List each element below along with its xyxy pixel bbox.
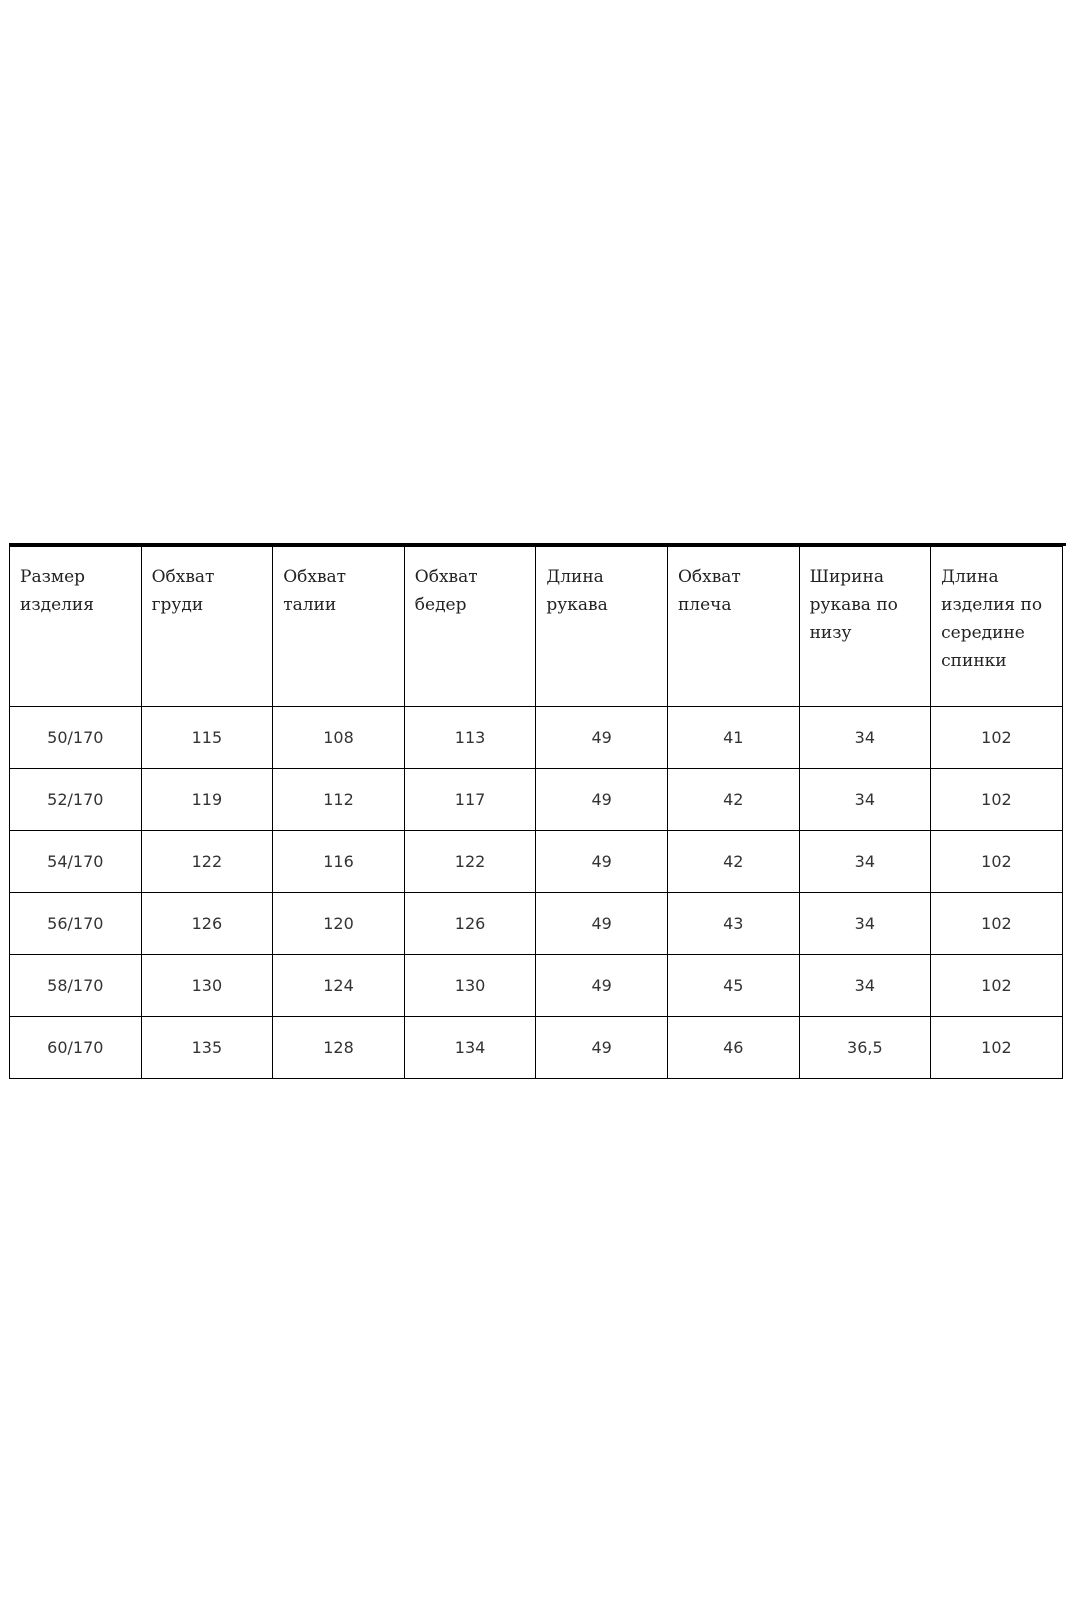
- cell-waist: 128: [273, 1017, 405, 1079]
- cell-waist: 124: [273, 955, 405, 1017]
- cell-waist: 116: [273, 831, 405, 893]
- table-row: [10, 831, 1063, 893]
- cell-sleeve-length: 49: [536, 1017, 668, 1079]
- cell-sleeve-width: 34: [799, 707, 931, 769]
- cell-hips: 113: [404, 707, 536, 769]
- header-sleeve-width: Ширина рукава по низу: [799, 547, 931, 707]
- cell-chest: 115: [141, 707, 273, 769]
- cell-shoulder: 43: [667, 893, 799, 955]
- cell-sleeve-width: 34: [799, 955, 931, 1017]
- cell-shoulder: 46: [667, 1017, 799, 1079]
- header-waist: Обхват талии: [273, 547, 405, 707]
- cell-shoulder: 45: [667, 955, 799, 1017]
- cell-back-length: 102: [931, 1017, 1063, 1079]
- cell-hips: 130: [404, 955, 536, 1017]
- header-chest: Обхват груди: [141, 547, 273, 707]
- cell-back-length: 102: [931, 893, 1063, 955]
- header-sleeve-length: Длина рукава: [536, 547, 668, 707]
- cell-back-length: 102: [931, 769, 1063, 831]
- cell-back-length: 102: [931, 831, 1063, 893]
- table-row: [10, 769, 1063, 831]
- header-size: Размер изделия: [10, 547, 142, 707]
- header-back-length: Длина изделия по середине спинки: [931, 547, 1063, 707]
- cell-size: 58/170: [10, 955, 142, 1017]
- cell-sleeve-length: 49: [536, 893, 668, 955]
- cell-shoulder: 41: [667, 707, 799, 769]
- size-chart-table: [9, 546, 1063, 1079]
- cell-shoulder: 42: [667, 769, 799, 831]
- cell-chest: 130: [141, 955, 273, 1017]
- cell-hips: 117: [404, 769, 536, 831]
- cell-sleeve-length: 49: [536, 955, 668, 1017]
- cell-waist: 108: [273, 707, 405, 769]
- cell-chest: 135: [141, 1017, 273, 1079]
- cell-size: 56/170: [10, 893, 142, 955]
- table-row: [10, 893, 1063, 955]
- table-header-row: [10, 547, 1063, 707]
- cell-chest: 119: [141, 769, 273, 831]
- cell-waist: 120: [273, 893, 405, 955]
- cell-size: 50/170: [10, 707, 142, 769]
- cell-back-length: 102: [931, 955, 1063, 1017]
- cell-sleeve-width: 36,5: [799, 1017, 931, 1079]
- cell-size: 52/170: [10, 769, 142, 831]
- cell-sleeve-width: 34: [799, 893, 931, 955]
- cell-sleeve-length: 49: [536, 831, 668, 893]
- cell-shoulder: 42: [667, 831, 799, 893]
- header-hips: Обхват бедер: [404, 547, 536, 707]
- table-row: [10, 707, 1063, 769]
- cell-size: 60/170: [10, 1017, 142, 1079]
- cell-chest: 126: [141, 893, 273, 955]
- cell-hips: 134: [404, 1017, 536, 1079]
- cell-hips: 122: [404, 831, 536, 893]
- table-row: [10, 955, 1063, 1017]
- cell-hips: 126: [404, 893, 536, 955]
- cell-sleeve-width: 34: [799, 769, 931, 831]
- cell-sleeve-width: 34: [799, 831, 931, 893]
- cell-sleeve-length: 49: [536, 707, 668, 769]
- cell-waist: 112: [273, 769, 405, 831]
- cell-size: 54/170: [10, 831, 142, 893]
- table-row: [10, 1017, 1063, 1079]
- header-shoulder: Обхват плеча: [667, 547, 799, 707]
- cell-back-length: 102: [931, 707, 1063, 769]
- cell-sleeve-length: 49: [536, 769, 668, 831]
- cell-chest: 122: [141, 831, 273, 893]
